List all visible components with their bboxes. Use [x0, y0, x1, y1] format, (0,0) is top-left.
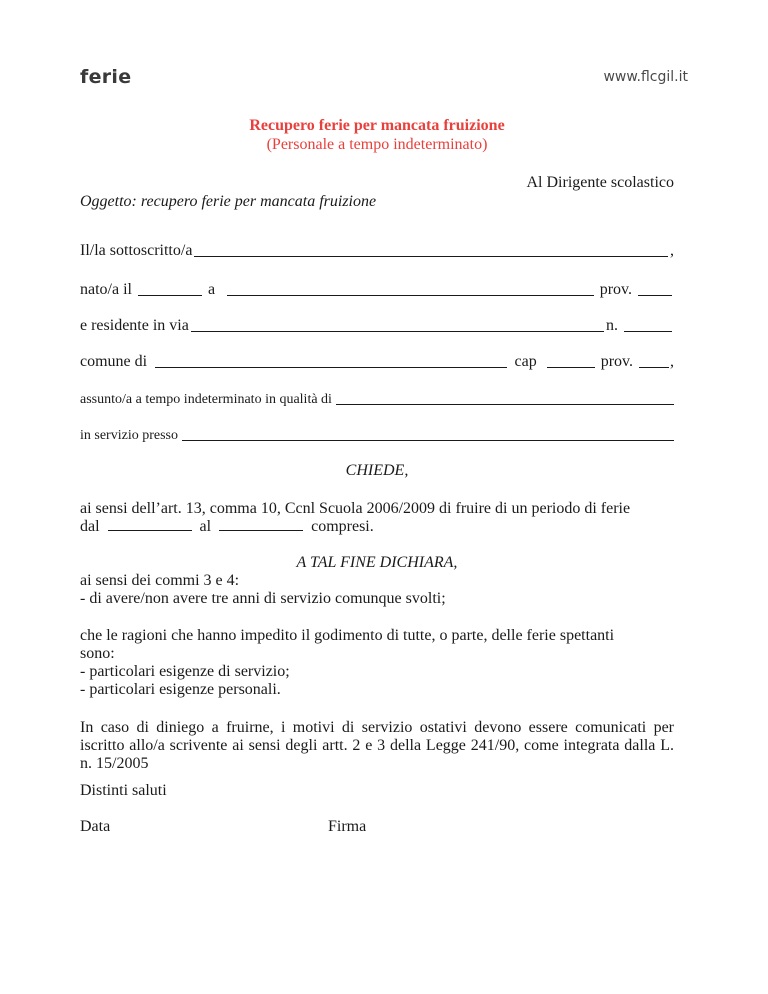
prov2-blank[interactable]	[639, 367, 669, 368]
cap-label: cap	[514, 353, 537, 370]
ragioni-line: sono:	[80, 645, 115, 662]
chiede-line2	[80, 518, 674, 536]
field-nato	[80, 281, 674, 299]
field-assunto	[80, 392, 674, 408]
a-label: a	[207, 281, 216, 298]
document-subtitle: (Personale a tempo indeterminato)	[266, 136, 488, 153]
page-header	[80, 66, 688, 94]
birth-prov-blank[interactable]	[638, 295, 672, 296]
site-url: www.flcgil.it	[603, 69, 688, 85]
nato-label: nato/a il	[80, 281, 132, 298]
diniego-paragraph: In caso di diniego a fruirne, i motivi di servizio ostativi devono essere comunicati per iscritto allo/a scrivente ai sensi degli artt. 2 e 3 della Legge 241/90, come integrata dalla L. n. 15/2005	[80, 719, 674, 772]
brand-label: ferie	[80, 66, 132, 88]
ragioni-line: che le ragioni che hanno impedito il godimento di tutte, o parte, delle ferie spettanti	[80, 627, 615, 644]
subject-line: Oggetto: recupero ferie per mancata fruizione	[80, 193, 377, 210]
field-comune	[80, 353, 674, 371]
dal-blank[interactable]	[108, 518, 192, 531]
prov-label: prov.	[599, 281, 632, 298]
al-label: al	[199, 518, 212, 535]
field-servizio	[80, 428, 674, 444]
dichiara-paragraph	[80, 572, 674, 608]
sottoscritto-end: ,	[670, 242, 674, 259]
servizio-blank[interactable]	[182, 440, 674, 441]
assunto-label: assunto/a a tempo indeterminato in qualità di	[80, 392, 332, 407]
ragioni-line: - particolari esigenze personali.	[80, 681, 281, 698]
recipient: Al Dirigente scolastico	[526, 174, 674, 191]
birth-place-blank[interactable]	[227, 295, 594, 296]
comune-blank[interactable]	[155, 367, 506, 368]
ragioni-line: - particolari esigenze di servizio;	[80, 663, 290, 680]
street-number-blank[interactable]	[624, 331, 672, 332]
residente-label: e residente in via	[80, 317, 189, 334]
data-label: Data	[80, 818, 111, 835]
compresi-label: compresi.	[311, 518, 374, 535]
dichiara-heading: A TAL FINE DICHIARA,	[296, 554, 458, 571]
chiede-heading: CHIEDE,	[345, 462, 409, 479]
chiede-paragraph	[80, 500, 674, 536]
sottoscritto-blank[interactable]	[194, 256, 668, 257]
sottoscritto-label: Il/la sottoscritto/a	[80, 242, 193, 259]
birth-date-blank[interactable]	[138, 295, 202, 296]
ragioni-paragraph	[80, 627, 674, 699]
dal-label: dal	[80, 518, 100, 535]
dichiara-line: - di avere/non avere tre anni di servizio comunque svolti;	[80, 590, 446, 607]
cap-blank[interactable]	[547, 367, 595, 368]
prov2-label: prov.	[600, 353, 633, 370]
servizio-label: in servizio presso	[80, 428, 178, 443]
document-title: Recupero ferie per mancata fruizione	[249, 117, 505, 134]
comune-label: comune di	[80, 353, 148, 370]
via-blank[interactable]	[191, 331, 604, 332]
prov2-end: ,	[670, 353, 674, 370]
chiede-line1: ai sensi dell’art. 13, comma 10, Ccnl Scuola 2006/2009 di fruire di un periodo di ferie	[80, 500, 631, 517]
field-sottoscritto	[80, 242, 674, 260]
field-residente	[80, 317, 674, 335]
title-block	[80, 116, 674, 154]
saluti: Distinti saluti	[80, 782, 167, 799]
n-label: n.	[606, 317, 618, 334]
al-blank[interactable]	[219, 518, 303, 531]
dichiara-line: ai sensi dei commi 3 e 4:	[80, 572, 240, 589]
qualita-blank[interactable]	[336, 404, 674, 405]
firma-label: Firma	[328, 818, 367, 835]
